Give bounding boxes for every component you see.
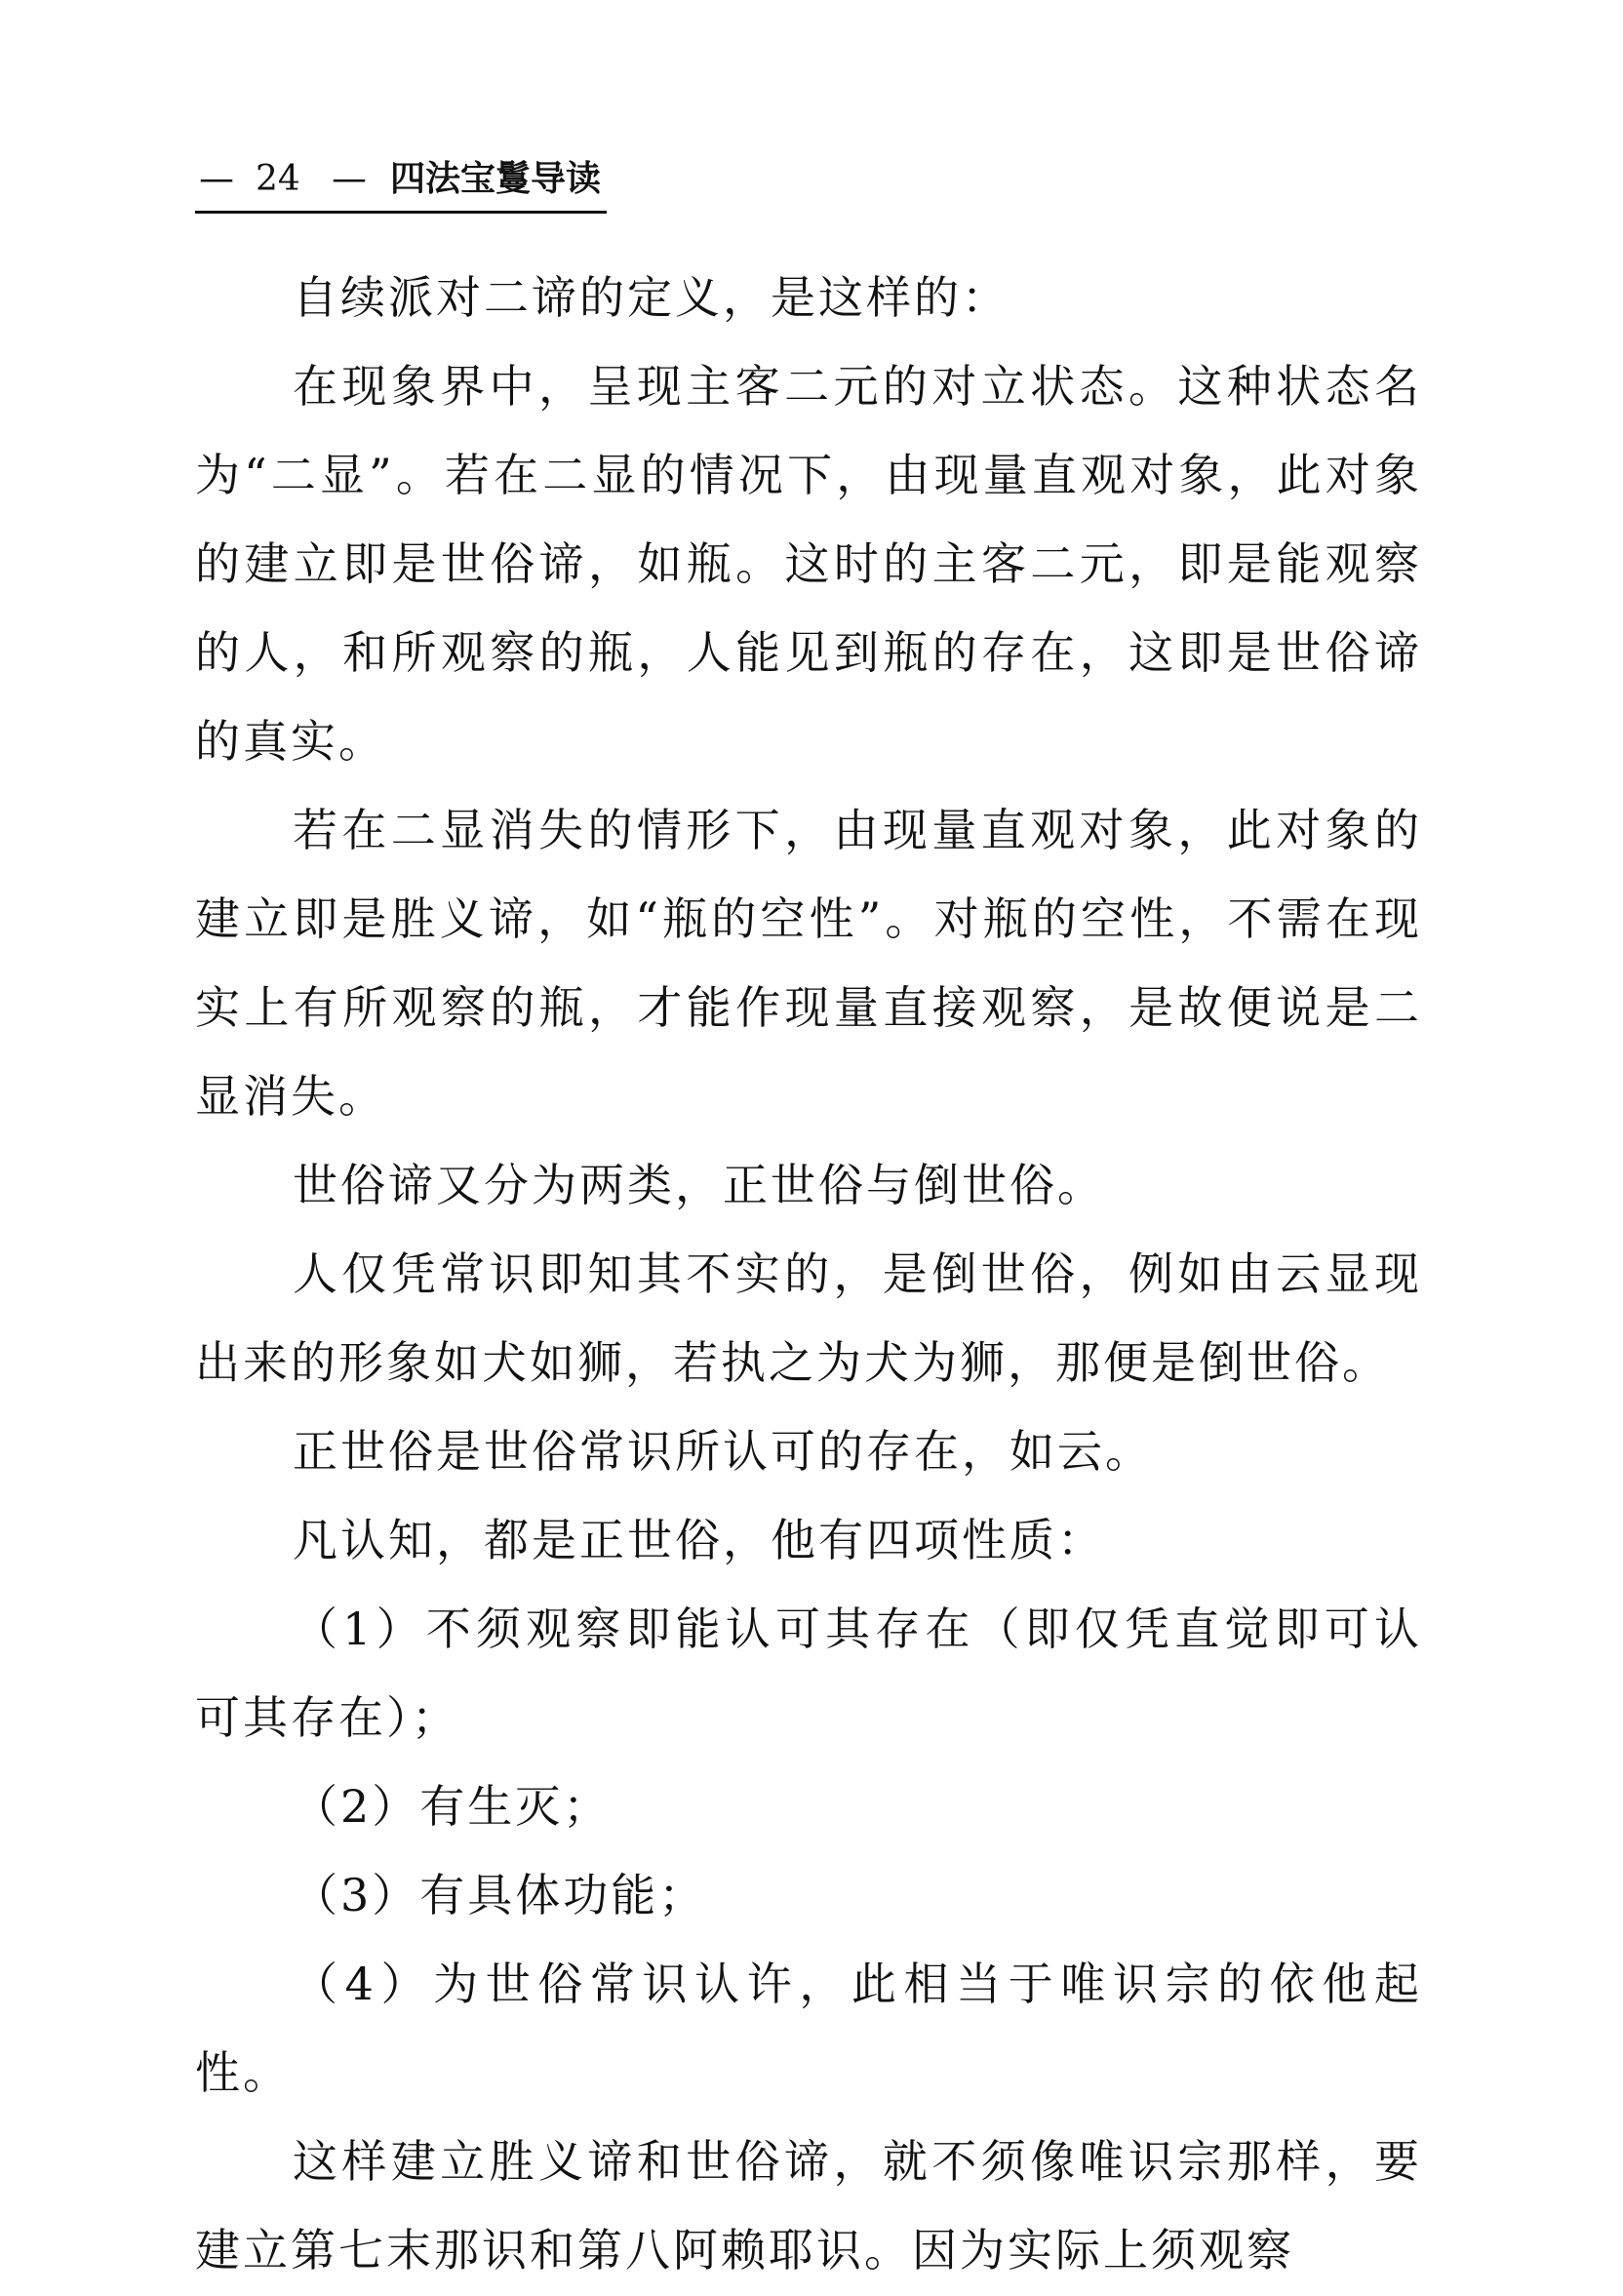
page-number: 24 bbox=[256, 159, 300, 199]
paragraph-7: 凡认知，都是正世俗，他有四项性质： bbox=[293, 1514, 1105, 1566]
paragraph-8: 这样建立胜义谛和世俗谛，就不须像唯识宗那样，要建立第七末那识和第八阿赖耶识。因为实际上须观察 bbox=[195, 2135, 1422, 2276]
paragraph-4: 世俗谛又分为两类，正世俗与倒世俗。 bbox=[293, 1159, 1105, 1211]
paragraph-6: 正世俗是世俗常识所认可的存在，如云。 bbox=[293, 1425, 1153, 1478]
header-dash-left: — bbox=[199, 159, 234, 199]
list-item-3: （3）有具体功能； bbox=[293, 1869, 707, 1921]
paragraph-3: 若在二显消失的情形下，由现量直观对象，此对象的建立即是胜义谛，如“瓶的空性”。对瓶的空性，不需在现实上有所观察的瓶，才能作现量直接观察，是故便说是二显消失。 bbox=[195, 804, 1422, 1123]
running-header bbox=[195, 152, 607, 214]
list-item-4: （4）为世俗常识认许，此相当于唯识宗的依他起性。 bbox=[195, 1958, 1422, 2099]
paragraph-5: 人仅凭常识即知其不实的，是倒世俗，例如由云显现出来的形象如犬如狮，若执之为犬为狮，那便是倒世俗。 bbox=[195, 1247, 1422, 1389]
header-dash-right: — bbox=[332, 159, 367, 199]
book-title: 四法宝鬘导读 bbox=[390, 159, 602, 199]
list-item-1: （1）不须观察即能认可其存在（即仅凭直觉即可认可其存在）； bbox=[195, 1603, 1422, 1744]
paragraph-1: 自续派对二谛的定义，是这样的： bbox=[293, 271, 1009, 324]
page-body bbox=[195, 254, 1422, 2295]
list-item-2: （2）有生灭； bbox=[293, 1780, 612, 1833]
paragraph-2: 在现象界中，呈现主客二元的对立状态。这种状态名为“二显”。若在二显的情况下，由现量直观对象，此对象的建立即是世俗谛，如瓶。这时的主客二元，即是能观察的人，和所观察的瓶，人能见到瓶的存在，这即是世俗谛的真实。 bbox=[195, 360, 1422, 768]
